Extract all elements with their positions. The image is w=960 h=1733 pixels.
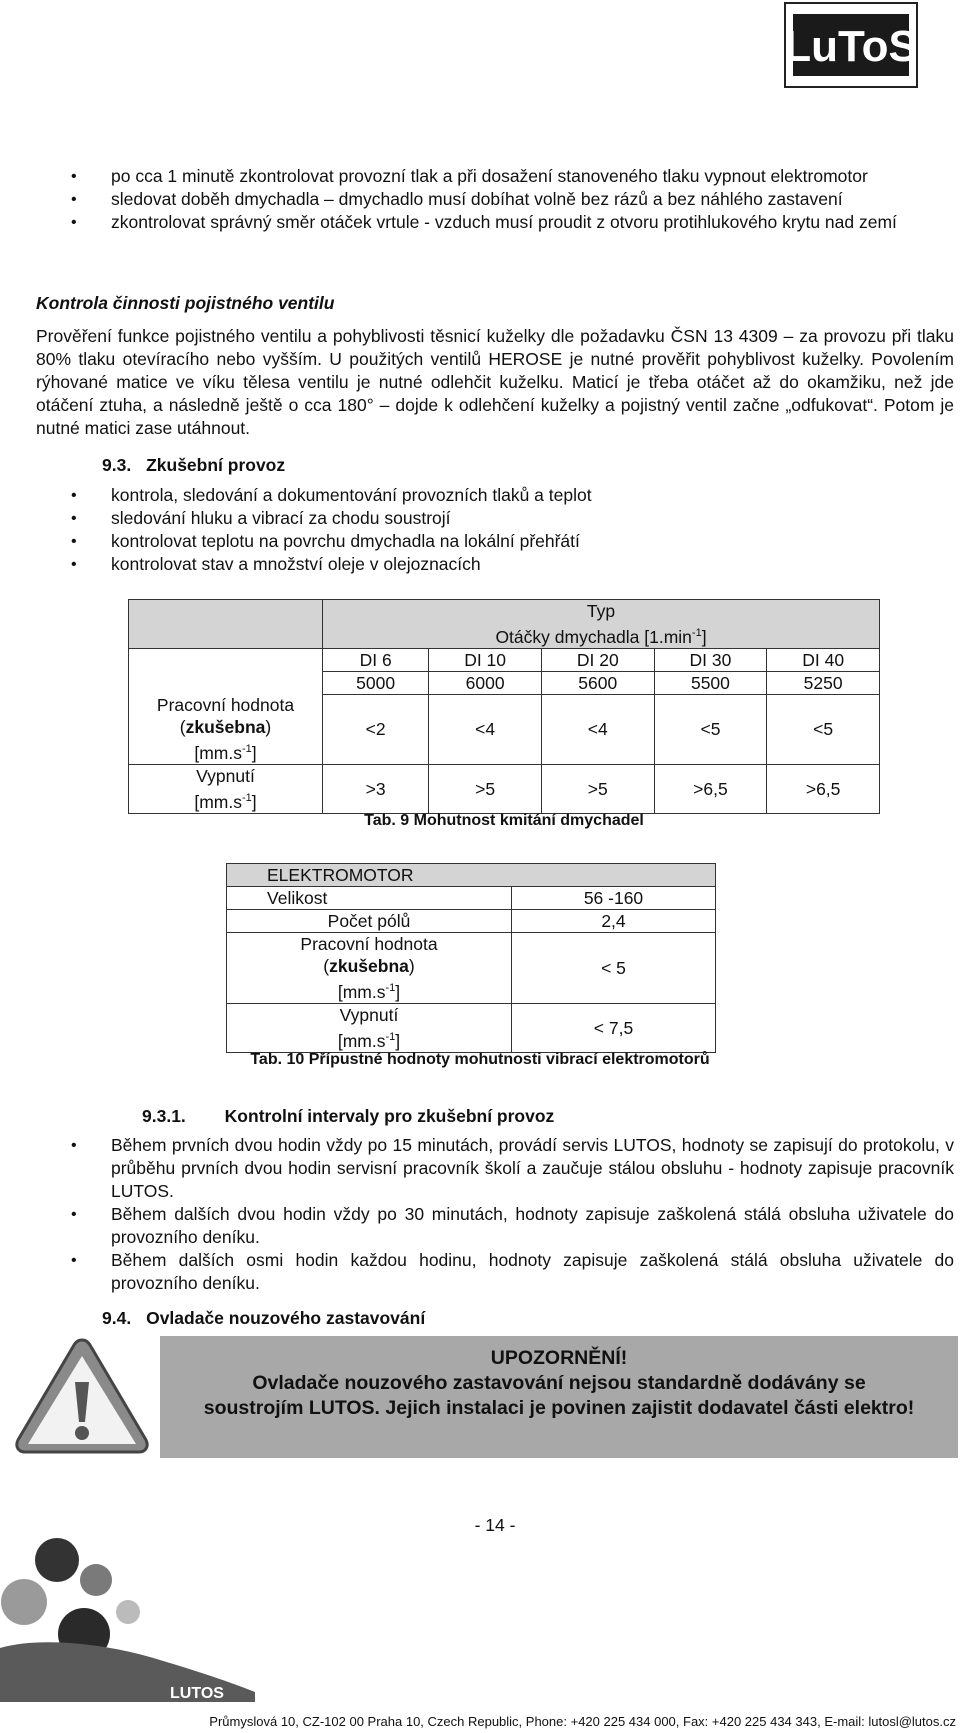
work-value-cell: <5	[654, 694, 767, 764]
table-9-caption: Tab. 9 Mohutnost kmitání dmychadel	[364, 812, 644, 829]
poles-value: 2,4	[512, 910, 716, 933]
poles-label: Počet pólů	[227, 910, 512, 933]
off-value-cell: >5	[429, 765, 542, 814]
section-title: Ovladače nouzového zastavování	[146, 1308, 426, 1328]
section-9-4-heading	[102, 1307, 425, 1330]
speed-cell: 5000	[323, 671, 429, 694]
work-value-cell: <4	[541, 694, 654, 764]
warning-text: Ovladače nouzového zastavování nejsou standardně dodávány se soustrojím LUTOS. Jejich instalaci je povinen zajistit dodavatel části elektro!	[203, 1372, 915, 1419]
type-cell: DI 6	[323, 648, 429, 671]
list-item: • kontrolovat stav a množství oleje v olejoznacích	[111, 553, 954, 576]
speed-cell: 6000	[429, 671, 542, 694]
list-item: • po cca 1 minutě zkontrolovat provozní tlak a při dosažení stanoveného tlaku vypnout elektromotor	[111, 165, 954, 188]
lutos-logo-mark	[786, 4, 916, 86]
section-number: 9.3.	[102, 455, 132, 475]
top-bullet-list	[111, 165, 954, 234]
type-cell: DI 10	[429, 648, 542, 671]
off-value-cell: >5	[541, 765, 654, 814]
section-9-3-1-bullets	[111, 1134, 954, 1295]
warning-title: UPOZORNĚNÍ!	[490, 1347, 628, 1369]
section-9-3-bullets	[111, 484, 954, 576]
speed-cell: 5500	[654, 671, 767, 694]
off-value-label: Vypnutí $[mm.s^{-1}]$	[129, 765, 323, 814]
work-value-cell: <4	[429, 694, 542, 764]
section-number: 9.3.1.	[142, 1106, 186, 1126]
speed-cell: 5600	[541, 671, 654, 694]
valve-paragraph: Prověření funkce pojistného ventilu a pohyblivosti těsnicí kuželky dle požadavku ČSN 13 4309 – za provozu při tlaku 80% tlaku otevíracího nebo vyšším. U použitých ventilů HEROSE je nutné prověřit pohyblivost kuželky. Povolením rýhované matice ve víku tělesa ventilu je nutné odlehčit kuželku. Maticí je třeba otáčet až do okamžiku, než jde otáčení ztuha, a následně ještě o cca 180° – dojde k odlehčení kuželky a pojistný ventil začne „odfukovat“. Potom je nutné matici zase utáhnout.	[36, 326, 954, 438]
footer-brand: LUTOS	[170, 1685, 224, 1702]
section-title: Kontrolní intervaly pro zkušební provoz	[224, 1106, 555, 1126]
list-item: • sledování hluku a vibrací za chodu soustrojí	[111, 507, 954, 530]
warning-icon	[12, 1334, 152, 1456]
speed-header: Otáčky dmychadla $[1.\min^{-1}]$	[323, 622, 880, 648]
footer-decoration	[0, 1532, 260, 1712]
work-value: < 5	[512, 933, 716, 1004]
list-item: • Během dalších osmi hodin každou hodinu, hodnoty zapisuje zaškolená stálá obsluha uživatele do provozního deníku.	[111, 1249, 954, 1295]
off-label: Vypnutí $[mm.s^{-1}]$	[227, 1003, 512, 1052]
page-number: - 14 -	[474, 1515, 516, 1535]
circle-dark	[35, 1538, 79, 1582]
section-9-3-1-heading	[142, 1105, 554, 1128]
list-item: • kontrola, sledování a dokumentování provozních tlaků a teplot	[111, 484, 954, 507]
section-number: 9.4.	[102, 1308, 132, 1328]
warning-box	[160, 1336, 958, 1458]
list-item: • sledovat doběh dmychadla – dmychadlo musí dobíhat volně bez rázů a bez náhlého zastavení	[111, 188, 954, 211]
type-cell: DI 40	[767, 648, 880, 671]
footer-address: Průmyslová 10, CZ-102 00 Praha 10, Czech Republic, Phone: +420 225 434 000, Fax: +420 225 434 343, E-mail: lutosl@lutos.cz	[209, 1714, 956, 1729]
off-value-cell: >3	[323, 765, 429, 814]
list-item: • kontrolovat teplotu na povrchu dmychadla na lokální přehřátí	[111, 530, 954, 553]
table-10-caption: Tab. 10 Přípustné hodnoty mohutnosti vibrací elektromotorů	[250, 1051, 710, 1068]
speed-cell: 5250	[767, 671, 880, 694]
work-value-label: Pracovní hodnota (zkušebna) $[mm.s^{-1}]$	[129, 694, 323, 764]
list-item: • Během dalších dvou hodin vždy po 30 minutách, hodnoty zapisuje zaškolená stálá obsluha uživatele do provozního deníku.	[111, 1203, 954, 1249]
circle-mid	[80, 1564, 112, 1596]
work-value-cell: <2	[323, 694, 429, 764]
list-item: • zkontrolovat správný směr otáček vrtule - vzduch musí proudit z otvoru protihlukového krytu nad zemí	[111, 211, 954, 234]
motor-vibration-table	[226, 863, 716, 1053]
size-value: 56 -160	[512, 887, 716, 910]
size-label: Velikost	[227, 887, 512, 910]
off-value: < 7,5	[512, 1003, 716, 1052]
blower-vibration-table	[128, 599, 880, 814]
section-title: Zkušební provoz	[146, 455, 286, 475]
work-label: Pracovní hodnota (zkušebna) $[mm.s^{-1}]$	[227, 933, 512, 1004]
logo-text: LuToS	[786, 22, 916, 71]
off-value-cell: >6,5	[654, 765, 767, 814]
type-cell: DI 30	[654, 648, 767, 671]
company-logo	[784, 2, 918, 88]
type-cell: DI 20	[541, 648, 654, 671]
work-value-cell: <5	[767, 694, 880, 764]
motor-header: ELEKTROMOTOR	[227, 864, 716, 887]
valve-heading: Kontrola činnosti pojistného ventilu	[36, 293, 335, 313]
type-header: Typ	[323, 600, 880, 623]
circle-small	[116, 1600, 140, 1624]
section-9-3-heading	[102, 454, 285, 477]
list-item: • Během prvních dvou hodin vždy po 15 minutách, provádí servis LUTOS, hodnoty se zapisují do protokolu, v průběhu prvních dvou hodin servisní pracovník školí a zaučuje stálou obsluhu - hodnoty zapisuje pracovník LUTOS.	[111, 1134, 954, 1203]
circle-light	[1, 1579, 47, 1625]
off-value-cell: >6,5	[767, 765, 880, 814]
